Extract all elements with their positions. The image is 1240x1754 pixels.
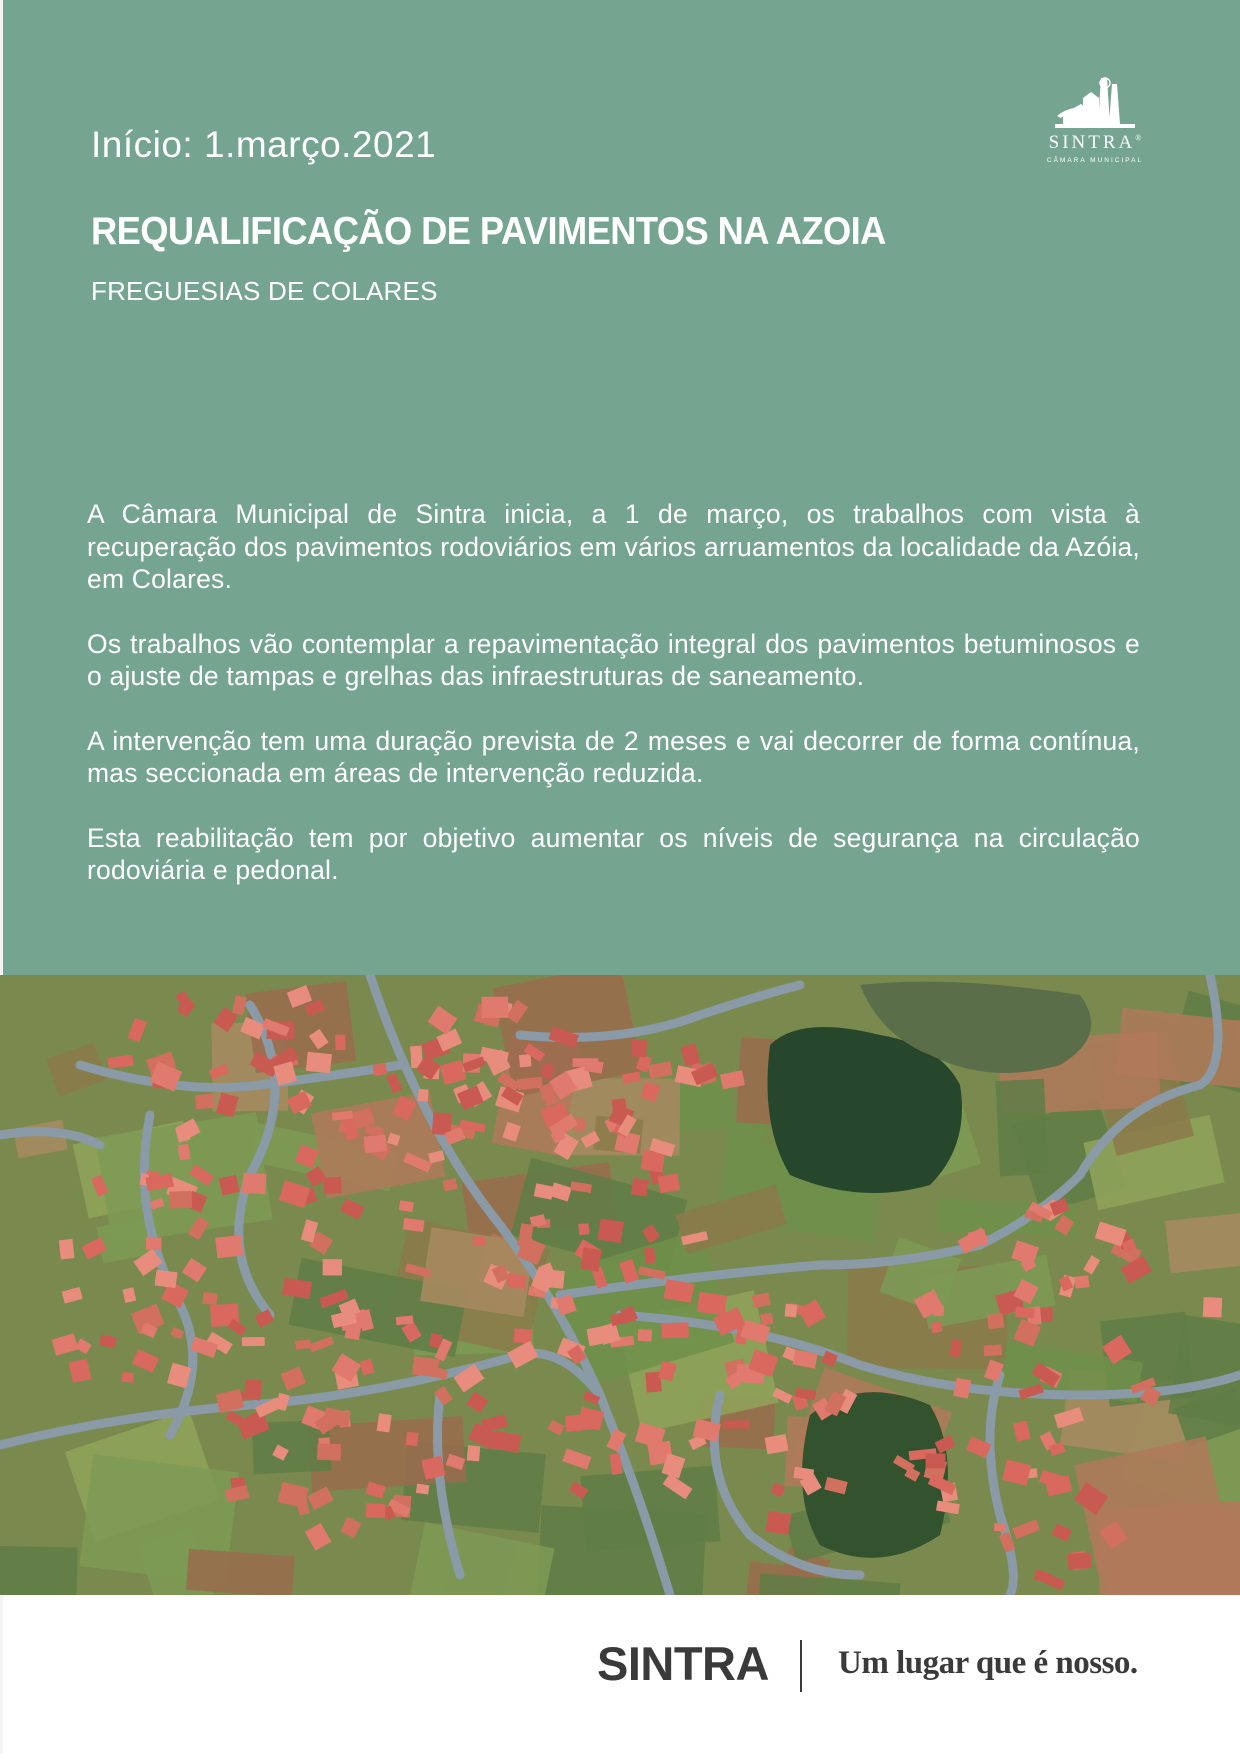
logo-subtitle: CÂMARA MUNICIPAL — [1046, 157, 1144, 164]
house-roof — [59, 1239, 75, 1260]
paragraph: A Câmara Municipal de Sintra inicia, a 1 de março, os trabalhos com vista à recuperação dos pavimentos rodoviários em vários arruamentos da localidade da Azóia, em Colares. — [87, 499, 1140, 594]
house-roof — [202, 1292, 217, 1305]
house-roof — [580, 1247, 602, 1271]
house-roof — [644, 1247, 656, 1263]
aerial-village-image — [0, 975, 1240, 1595]
house-roof — [317, 1444, 341, 1461]
house-roof — [364, 1135, 387, 1154]
house-roof — [215, 1235, 243, 1258]
registered-mark: ® — [1135, 133, 1142, 143]
house-roof — [324, 1177, 342, 1194]
house-roof — [1074, 1275, 1089, 1288]
house-roof — [418, 1089, 429, 1102]
house-roof — [155, 1270, 178, 1288]
paragraph: Os trabalhos vão contemplar a repavimentação integral dos pavimentos betuminosos e o ajuste de tampas e grelhas das infraestruturas de saneamento. — [87, 628, 1140, 691]
house-roof — [658, 1173, 681, 1193]
house-roof — [662, 1322, 689, 1338]
parish-subtitle: FREGUESIAS DE COLARES — [91, 276, 438, 306]
house-roof — [366, 1503, 386, 1518]
field-patch — [995, 1079, 1048, 1177]
house-roof — [169, 1191, 192, 1209]
footer-sintra-wordmark: SINTRA — [597, 1637, 769, 1690]
aerial-photo — [0, 975, 1240, 1595]
house-roof — [242, 1173, 267, 1194]
house-roof — [987, 1313, 1004, 1329]
house-roof — [760, 1313, 773, 1326]
house-roof — [377, 1413, 392, 1432]
house-roof — [598, 1219, 624, 1243]
house-roof — [482, 997, 509, 1018]
page-title: REQUALIFICAÇÃO DE PAVIMENTOS NA AZOIA — [91, 210, 886, 253]
house-roof — [631, 1040, 647, 1058]
paragraph: Esta reabilitação tem por objetivo aumentar os níveis de segurança na circulação rodoviária e pedonal. — [87, 822, 1140, 885]
house-roof — [122, 1372, 134, 1382]
house-roof — [638, 1329, 653, 1341]
house-roof — [578, 1223, 589, 1235]
house-roof — [766, 1511, 792, 1535]
footer-divider — [800, 1640, 802, 1692]
house-roof — [994, 1523, 1006, 1531]
house-roof — [244, 1379, 263, 1401]
house-roof — [335, 1035, 345, 1051]
header-panel — [3, 0, 1240, 975]
house-roof — [396, 1315, 414, 1325]
logo-name-text: SINTRA — [1048, 132, 1136, 153]
house-roof — [1068, 1552, 1092, 1569]
house-roof — [541, 1063, 554, 1079]
camara-municipal-logo — [1033, 74, 1157, 170]
house-roof — [195, 1094, 214, 1110]
house-roof — [519, 1054, 532, 1067]
house-roof — [416, 1484, 429, 1495]
paragraph: A intervenção tem uma duração prevista de 2 meses e vai decorrer de forma contínua, mas seccionada em áreas de intervenção reduzida. — [87, 725, 1140, 788]
start-date: Início: 1.março.2021 — [91, 124, 437, 165]
house-roof — [306, 1052, 332, 1074]
notice-body — [87, 498, 1140, 919]
house-roof — [295, 1339, 311, 1349]
logo-wordmark — [1033, 132, 1157, 154]
house-roof — [631, 1178, 649, 1197]
palace-chimneys-icon — [1055, 74, 1135, 132]
house-roof — [785, 1304, 798, 1318]
house-roof — [473, 1236, 485, 1245]
house-roof — [406, 1432, 419, 1446]
house-roof — [146, 1237, 162, 1249]
house-roof — [1203, 1297, 1223, 1317]
field-patch — [0, 1546, 78, 1595]
house-roof — [1015, 1307, 1034, 1319]
house-roof — [697, 1292, 727, 1315]
house-roof — [984, 1345, 1002, 1356]
house-roof — [178, 1144, 191, 1160]
house-roof — [323, 1259, 342, 1275]
house-roof — [242, 1337, 265, 1346]
footer-tagline: Um lugar que é nosso. — [838, 1645, 1138, 1681]
house-roof — [467, 1445, 481, 1461]
house-roof — [926, 1453, 946, 1468]
house-roof — [724, 1421, 750, 1429]
field-patch — [186, 1549, 295, 1595]
